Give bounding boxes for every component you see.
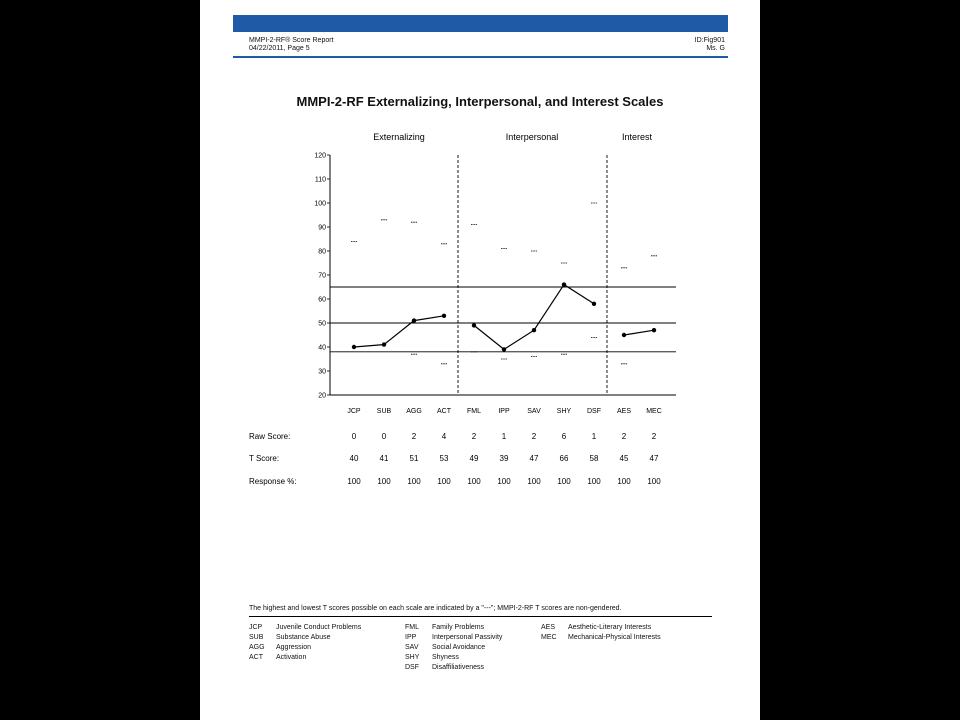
t-score-aes: 45	[619, 454, 629, 463]
t-score-mec: 47	[649, 454, 659, 463]
t-score-fml: 49	[469, 454, 479, 463]
raw-score-dsf: 1	[591, 432, 597, 441]
x-tick-label-sav: SAV	[527, 408, 541, 415]
legend-abbr: AGG	[249, 644, 265, 651]
raw-score-agg: 2	[411, 432, 417, 441]
footnote-rule	[249, 616, 712, 617]
y-tick-label: 60	[318, 296, 326, 304]
legend-desc: Juvenile Conduct Problems	[276, 624, 362, 631]
raw-score-shy: 6	[561, 432, 567, 441]
response-pct-label: Response %:	[249, 477, 297, 486]
legend-desc: Social Avoidance	[432, 644, 486, 651]
series-line-3	[624, 330, 654, 335]
response-pct-sav: 100	[527, 477, 541, 486]
response-pct-sub: 100	[377, 477, 391, 486]
report-title: MMPI-2-RF® Score Report	[249, 37, 334, 44]
page-title: MMPI-2-RF Externalizing, Interpersonal, and Interest Scales	[296, 94, 664, 109]
response-pct-shy: 100	[557, 477, 571, 486]
footnote: The highest and lowest T scores possible on each scale are indicated by a "---"; MMPI-2-RF T scores are non-gendered.	[249, 605, 622, 612]
y-tick-label: 20	[318, 392, 326, 400]
legend-item-agg	[249, 643, 361, 653]
data-point-sub	[382, 342, 386, 346]
data-point-shy	[562, 282, 566, 286]
x-tick-label-mec: MEC	[646, 408, 662, 415]
y-tick-label: 120	[314, 152, 326, 160]
response-pct-mec: 100	[647, 477, 661, 486]
t-score-sub: 41	[379, 454, 389, 463]
t-score-act: 53	[439, 454, 449, 463]
raw-score-fml: 2	[471, 432, 477, 441]
raw-score-act: 4	[441, 432, 447, 441]
t-score-agg: 51	[409, 454, 419, 463]
data-point-agg	[412, 318, 416, 322]
legend-abbr: SAV	[405, 644, 419, 651]
x-tick-label-act: ACT	[437, 408, 451, 415]
y-tick-label: 90	[318, 224, 326, 232]
data-point-aes	[622, 333, 626, 337]
legend-desc: Activation	[276, 654, 307, 661]
t-score-jcp: 40	[349, 454, 359, 463]
legend-item-sav	[405, 643, 502, 653]
legend-desc: Aggression	[276, 644, 312, 651]
series-line-2	[474, 285, 594, 350]
raw-score-label: Raw Score:	[249, 432, 291, 441]
raw-score-jcp: 0	[351, 432, 357, 441]
y-tick-label: 50	[318, 320, 326, 328]
legend-abbr: FML	[405, 624, 419, 631]
raw-score-sav: 2	[531, 432, 537, 441]
x-tick-label-jcp: JCP	[347, 408, 361, 415]
legend-abbr: JCP	[249, 624, 263, 631]
legend-abbr: DSF	[405, 664, 419, 671]
raw-score-mec: 2	[651, 432, 657, 441]
y-tick-label: 30	[318, 368, 326, 376]
data-point-act	[442, 314, 446, 318]
legend-item-jcp	[249, 623, 361, 633]
data-point-jcp	[352, 345, 356, 349]
y-tick-label: 70	[318, 272, 326, 280]
legend-column-interest	[541, 623, 661, 643]
response-pct-dsf: 100	[587, 477, 601, 486]
series-line-1	[354, 316, 444, 347]
group-header-externalizing: Externalizing	[373, 132, 425, 142]
data-point-sav	[532, 328, 536, 332]
legend-desc: Shyness	[432, 654, 459, 661]
legend-item-ipp	[405, 633, 502, 643]
legend-abbr: MEC	[541, 634, 557, 641]
group-header-interest: Interest	[621, 132, 653, 142]
legend-item-shy	[405, 653, 502, 663]
legend-item-mec	[541, 633, 661, 643]
data-point-mec	[652, 328, 656, 332]
t-score-shy: 66	[559, 454, 569, 463]
legend-item-act	[249, 653, 361, 663]
raw-score-aes: 2	[621, 432, 627, 441]
t-score-label: T Score:	[249, 454, 280, 463]
legend-desc: Interpersonal Passivity	[432, 634, 503, 641]
legend-column-externalizing	[249, 623, 361, 663]
raw-score-sub: 0	[381, 432, 387, 441]
response-pct-jcp: 100	[347, 477, 361, 486]
scale-profile-chart	[200, 0, 760, 500]
response-pct-fml: 100	[467, 477, 481, 486]
legend-abbr: SUB	[249, 634, 264, 641]
x-tick-label-shy: SHY	[556, 408, 572, 415]
legend-item-aes	[541, 623, 661, 633]
legend-desc: Aesthetic-Literary Interests	[568, 624, 652, 631]
response-pct-ipp: 100	[497, 477, 511, 486]
report-page	[200, 0, 760, 720]
data-point-ipp	[502, 347, 506, 351]
legend-item-sub	[249, 633, 361, 643]
legend-abbr: IPP	[405, 634, 417, 641]
legend-abbr: ACT	[249, 654, 263, 661]
legend-item-fml	[405, 623, 502, 633]
legend-abbr: AES	[541, 624, 556, 631]
legend-desc: Substance Abuse	[276, 634, 331, 641]
group-header-interpersonal: Interpersonal	[505, 132, 559, 142]
x-tick-label-agg: AGG	[406, 408, 422, 415]
legend-abbr: SHY	[405, 654, 420, 661]
y-tick-label: 40	[318, 344, 326, 352]
client-name: Ms. G	[706, 45, 725, 52]
y-tick-label: 80	[318, 248, 326, 256]
x-tick-label-aes: AES	[616, 408, 632, 415]
report-date-page: 04/22/2011, Page 5	[249, 45, 310, 52]
x-tick-label-sub: SUB	[376, 408, 392, 415]
y-tick-label: 100	[314, 200, 326, 208]
t-score-ipp: 39	[499, 454, 509, 463]
x-tick-label-ipp: IPP	[498, 408, 510, 415]
t-score-sav: 47	[529, 454, 539, 463]
legend-item-dsf	[405, 663, 502, 673]
response-pct-aes: 100	[617, 477, 631, 486]
response-pct-act: 100	[437, 477, 451, 486]
t-score-dsf: 58	[589, 454, 599, 463]
data-point-dsf	[592, 302, 596, 306]
raw-score-ipp: 1	[501, 432, 507, 441]
legend-desc: Disaffiliativeness	[432, 664, 485, 671]
legend-column-interpersonal	[405, 623, 502, 673]
x-tick-label-dsf: DSF	[587, 408, 601, 415]
report-id: ID:Fig901	[694, 37, 725, 44]
response-pct-agg: 100	[407, 477, 421, 486]
x-tick-label-fml: FML	[467, 408, 481, 415]
legend-desc: Mechanical-Physical Interests	[568, 634, 661, 641]
y-tick-label: 110	[314, 176, 326, 184]
legend-desc: Family Problems	[432, 624, 485, 631]
data-point-fml	[472, 323, 476, 327]
